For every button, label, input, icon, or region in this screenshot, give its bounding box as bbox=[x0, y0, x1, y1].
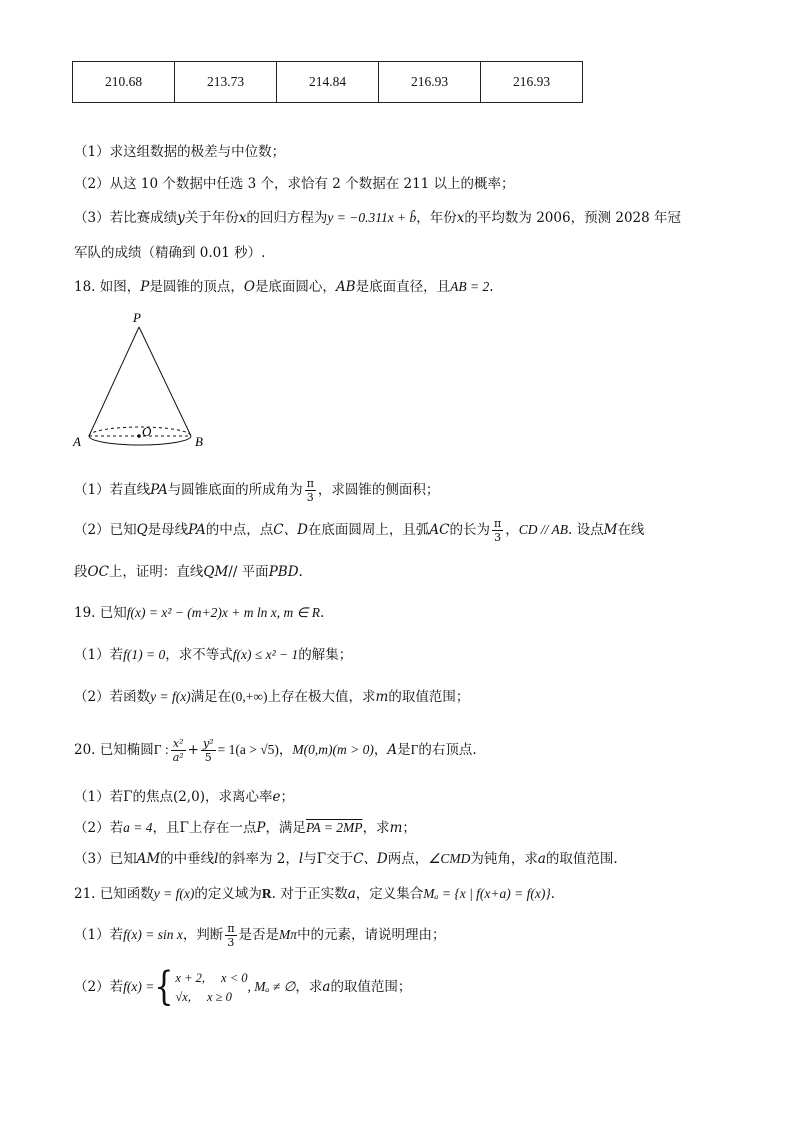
cone-edge-pb bbox=[139, 327, 191, 436]
q21-part2: （2）若f(x) ={ x + 2, x < 0 √x, x ≥ 0 , Mₐ ≠ ∅，求a的取值范围； bbox=[74, 964, 412, 1010]
fraction-pi-3: $\frac{\pi}{3}$ bbox=[494, 517, 502, 544]
q17-part2: （2）从这 10 个数据中任选 3 个，求恰有 2 个数据在 211 以上的概率； bbox=[74, 176, 515, 192]
label-p: P bbox=[133, 310, 141, 325]
fraction-x2-a2: $\frac{\text{x²}}{\text{a²}}$ bbox=[172, 737, 184, 764]
cone-figure bbox=[70, 305, 220, 455]
fraction-pi-3: $\frac{\pi}{3}$ bbox=[306, 477, 314, 504]
fraction-y2-5: $\frac{\text{y²}}{5}$ bbox=[202, 737, 214, 764]
q17-part3-line2: 军队的成绩（精确到 0.01 秒）. bbox=[74, 245, 266, 261]
q17-part1: （1）求这组数据的极差与中位数； bbox=[74, 144, 286, 160]
left-brace: { bbox=[154, 964, 174, 1010]
q21-part1: （1）若f(x) = sin x，判断 $\frac{\pi}{3}$ 是否是Mπ中的元素，请说明理由； bbox=[74, 922, 446, 949]
q19-intro: 19. 已知f(x) = x² − (m+2)x + m ln x, m ∈ R. bbox=[74, 605, 325, 621]
q20-part3: （3）已知AM的中垂线l的斜率为 2，l与Γ交于C、D两点，∠CMD为钝角，求a的取值范围. bbox=[74, 851, 618, 867]
table-cell: 213.73 bbox=[175, 62, 277, 103]
q21-intro: 21. 已知函数y = f(x)的定义域为R. 对于正实数a，定义集合Mₐ = {x | f(x+a) = f(x)}. bbox=[74, 886, 556, 902]
table-cell: 216.93 bbox=[379, 62, 481, 103]
table-row bbox=[73, 62, 583, 103]
q19-part2: （2）若函数y = f(x)满足在(0,+∞)上存在极大值，求m的取值范围； bbox=[74, 689, 470, 705]
regression-equation: y = −0.311x + b̂ bbox=[327, 210, 417, 225]
table-cell: 216.93 bbox=[481, 62, 583, 103]
fraction-pi-3: $\frac{\pi}{3}$ bbox=[227, 922, 235, 949]
data-table bbox=[72, 61, 583, 103]
q18-part2-line2: 段OC上，证明：直线QM// 平面PBD. bbox=[74, 564, 303, 580]
table-cell: 214.84 bbox=[277, 62, 379, 103]
q18-part1: （1）若直线PA与圆锥底面的所成角为 $\frac{\pi}{3}$ ，求圆锥的侧面积； bbox=[74, 477, 440, 504]
q17-part3: （3）若比赛成绩y关于年份x的回归方程为y = −0.311x + b̂，年份x的平均数为 2006，预测 2028 年冠 bbox=[74, 210, 682, 226]
q18-intro: 18. 如图，P是圆锥的顶点，O是底面圆心，AB是底面直径，且AB = 2. bbox=[74, 279, 494, 295]
q20-part2: （2）若a = 4，且Γ上存在一点P，满足PA = 2MP，求m； bbox=[74, 820, 416, 836]
label-b: B bbox=[195, 434, 203, 449]
q20-part1: （1）若Γ的焦点(2,0)，求离心率e； bbox=[74, 789, 294, 805]
q19-part1: （1）若f(1) = 0，求不等式f(x) ≤ x² − 1的解集； bbox=[74, 647, 353, 663]
piecewise-cases: x + 2, x < 0 √x, x ≥ 0 bbox=[175, 970, 248, 1004]
q18-part2: （2）已知Q是母线PA的中点，点C、D在底面圆周上，且弧AC的长为 $\frac{\pi}{3}$ ，CD // AB. 设点M在线 bbox=[74, 517, 645, 544]
label-a: A bbox=[73, 434, 81, 449]
table-cell: 210.68 bbox=[73, 62, 175, 103]
center-point bbox=[137, 434, 141, 438]
label-o: O bbox=[142, 424, 152, 439]
cone-edge-pa bbox=[89, 327, 139, 436]
q20-intro: 20. 已知椭圆Γ : $\frac{\text{x²}}{\text{a²}}$ + $\frac{\text{y²}}{5}$ = 1(a > √5)，M(0,m)(m > 0)，A是Γ的右顶点. bbox=[74, 737, 477, 764]
